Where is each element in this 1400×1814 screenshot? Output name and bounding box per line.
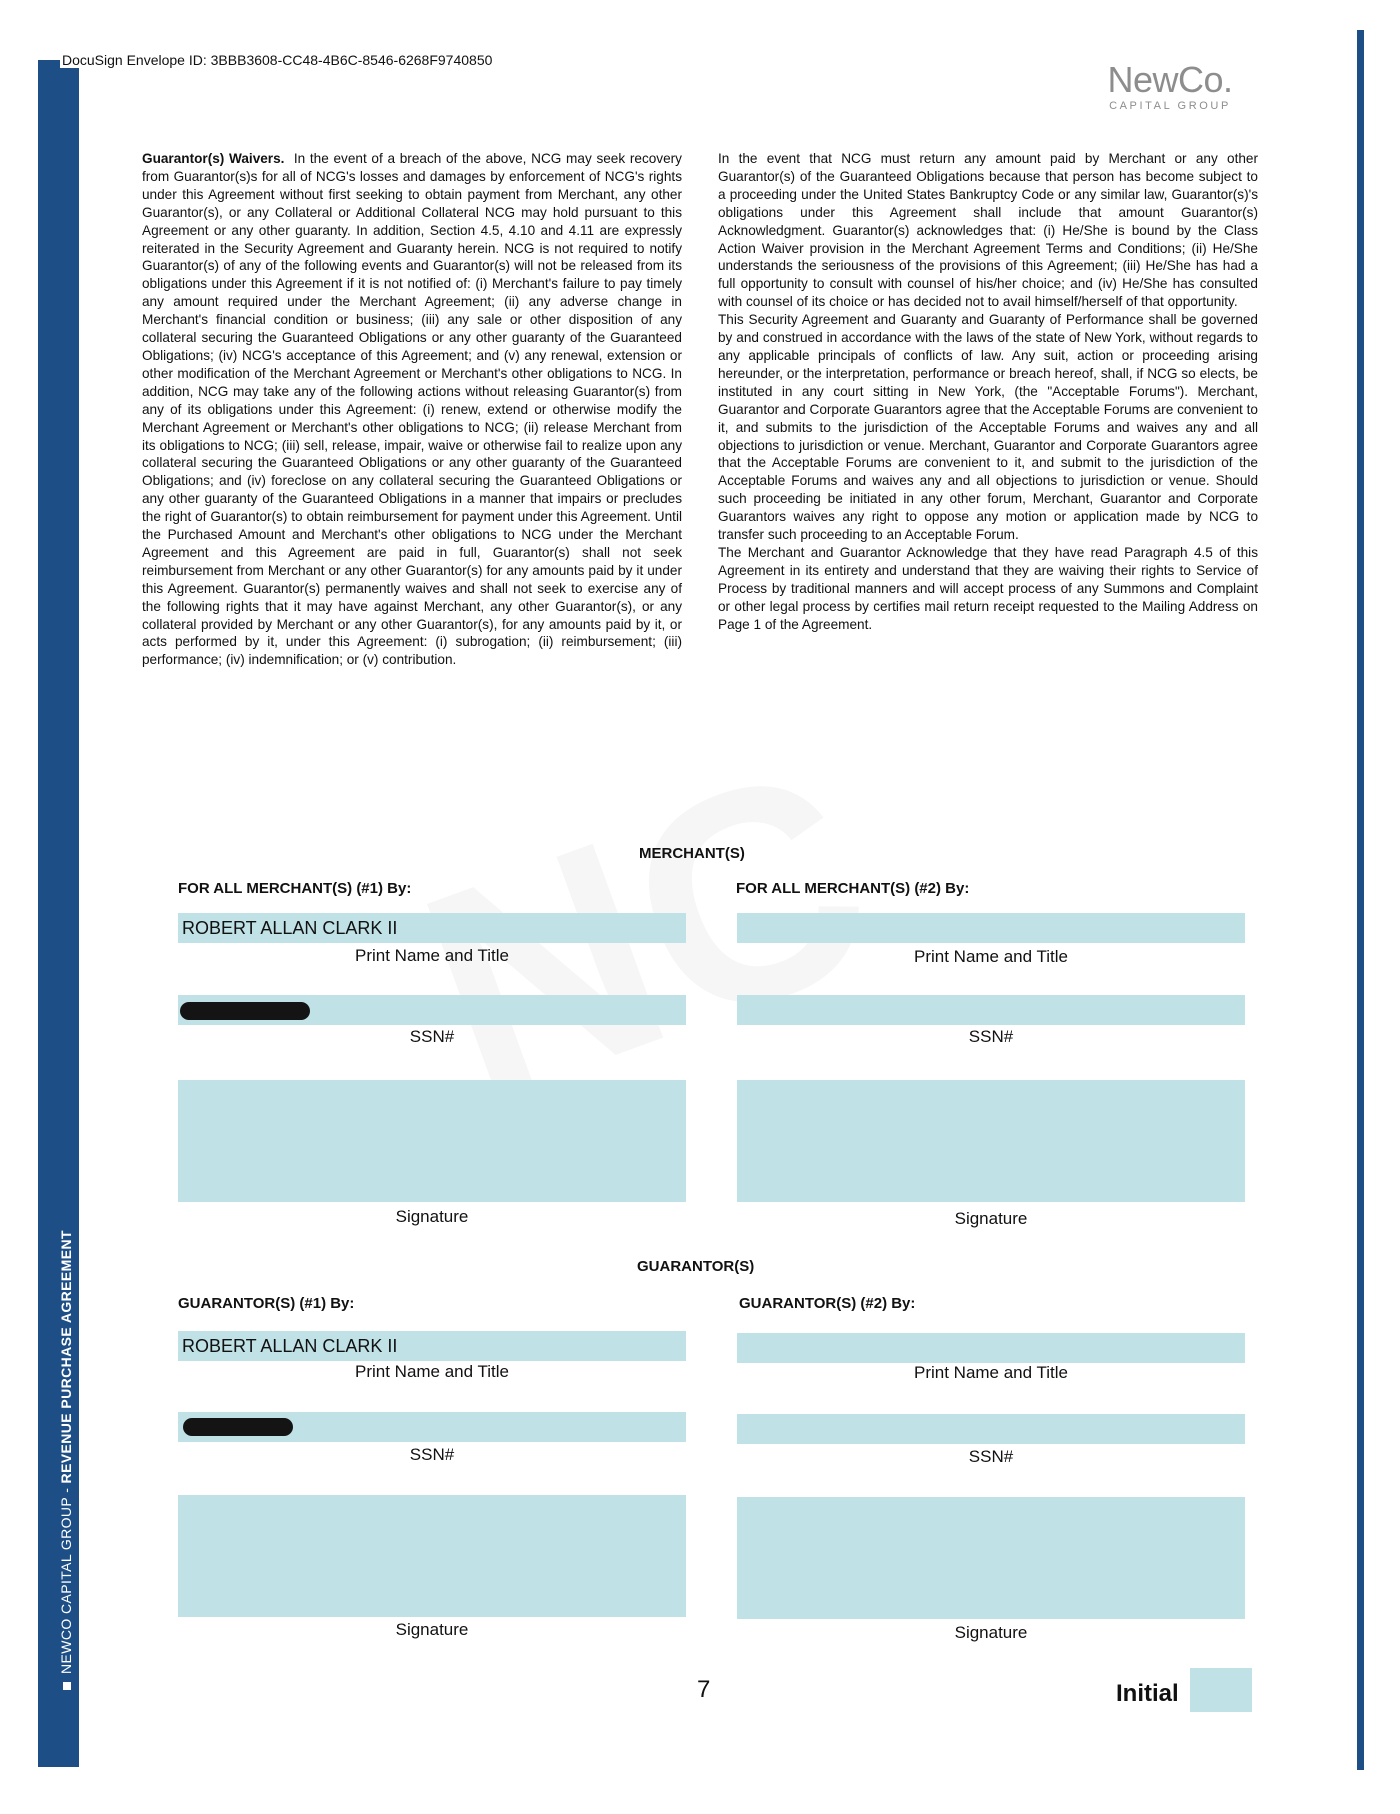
waiver-text: In the event of a breach of the above, NCG may seek recovery from Guarantor(s)s for all of NCG's losses and damages by enforcement of NCG's rights under this Agreement without first seeking to obtain payment from Merchant, any other Guarantor(s), or any Collateral or Additional Collateral NCG may hold pursuant to this Agreement or any other guaranty. In addition, Section 4.5, 4.10 and 4.11 are expressly reiterated in the Security Agreement and Guaranty herein. NCG is not required to notify Guarantor(s) of any of the following events and Guarantor(s) will not be released from its obligations under this Agreement if it is not notified of: (i) Merchant's failure to pay timely any amount required under the Merchant Agreement; (ii) any adverse change in Merchant's financial condition or business; (iii) any sale or other disposition of any collateral securing the Guaranteed Obligations or any other guaranty of the Guaranteed Obligations; (iv) NCG's acceptance of this Agreement; and (v) any renewal, extension or other modification of the Merchant Agreement or Merchant's other obligations to NCG. In addition, NCG may take any of the following actions without releasing Guarantor(s) from any of its obligations under this Agreement: (i) renew, extend or otherwise modify the Merchant Agreement or Merchant's other obligations to NCG; (ii) release Merchant from its obligations to NCG; (iii) sell, release, impair, waive or otherwise fail to realize upon any collateral securing the Guaranteed Obligations or any other guaranty of the Guaranteed Obligations; and (iv) foreclose on any collateral securing the Guaranteed Obligations or any other guaranty of the Guaranteed Obligations in a manner that impairs or precludes the right of Guarantor(s) to obtain reimbursement for payment under this Agreement. Until the Purchased Amount and Merchant's other obligations to NCG under the Merchant Agreement and this Agreement are paid in full, Guarantor(s) shall not seek reimbursement from Merchant or any other Guarantor(s) for any amounts paid by it under this Agreement. Guarantor(s) permanently waives and shall not seek to exercise any of the following rights that it may have against Merchant, any other Guarantor(s), or any collateral provided by Merchant or any other Guarantor(s), for any amounts paid by it, or acts performed by it, under this Agreement: (i) subrogation; (ii) reimbursement; (iii) performance; (iv) indemnification; or (v) contribution. (142, 151, 682, 668)
logo-sub: CAPITAL GROUP (1109, 100, 1231, 112)
company-logo (1085, 60, 1255, 112)
merchant-1-signature-caption: Signature (395, 1207, 469, 1226)
merchant-1-label: FOR ALL MERCHANT(S) (#1) By: (178, 880, 412, 897)
guarantor-2-name-caption: Print Name and Title (913, 1363, 1068, 1382)
governing-law-paragraph: This Security Agreement and Guaranty and Guaranty of Performance shall be governed by and construed in accordance with the laws of the state of New York, without regards to any applicable principals of conflicts of law. Any suit, action or proceeding arising hereunder, or the interpretation, performance or breach hereof, shall, if NCG so elects, be instituted in any court sitting in New York, (the "Acceptable Forums"). Merchant, Guarantor and Corporate Guarantors agree that the Acceptable Forums are convenient to it, and submits to the jurisdiction of the Acceptable Forums and waives any and all objections to jurisdiction or venue. Merchant, Guarantor and Corporate Guarantors agree that the Acceptable Forums are convenient to it, and submit to the jurisdiction of the Acceptable Forums and waives any and all objections to jurisdiction or venue. Should such proceeding be initiated in any other forum, Merchant, Guarantor and Corporate Guarantors waives any right to oppose any motion or application made by NCG to transfer such proceeding to an Acceptable Forum. (718, 312, 1258, 543)
merchants-title: MERCHANT(S) (639, 845, 745, 862)
service-paragraph: The Merchant and Guarantor Acknowledge that they have read Paragraph 4.5 of this Agreement in its entirety and understand that they are waiving their rights to Service of Process by traditional manners and will accept process of any Summons and Complaint or other legal process by certifies mail return receipt requested to the Mailing Address on Page 1 of the Agreement. (718, 544, 1258, 632)
side-label: NEWCO CAPITAL GROUP - REVENUE PURCHASE AGREEMENT (58, 1130, 78, 1690)
merchant-1-name-field[interactable]: ROBERT ALLAN CLARK II (178, 913, 686, 943)
right-text-column (718, 150, 1258, 633)
merchant-2-name-field[interactable] (737, 913, 1245, 943)
waiver-paragraph (142, 150, 682, 669)
initial-label: Initial (1116, 1680, 1179, 1707)
page-number: 7 (697, 1676, 711, 1703)
guarantor-1-signature-caption: Signature (395, 1620, 469, 1639)
envelope-id: DocuSign Envelope ID: 3BBB3608-CC48-4B6C-8546-6268F9740850 (62, 52, 493, 68)
guarantor-2-ssn-caption: SSN# (968, 1447, 1014, 1466)
merchant-2-ssn-caption: SSN# (968, 1027, 1014, 1046)
guarantor-2-signature-box[interactable] (737, 1497, 1245, 1619)
merchant-1-ssn-caption: SSN# (409, 1027, 455, 1046)
merchant-2-ssn-field[interactable] (737, 995, 1245, 1025)
waiver-heading: Guarantor(s) Waivers. (142, 151, 285, 166)
merchant-2-label: FOR ALL MERCHANT(S) (#2) By: (736, 880, 970, 897)
guarantor-1-signature-box[interactable] (178, 1495, 686, 1617)
guarantor-1-ssn-caption: SSN# (409, 1445, 455, 1464)
merchant-2-name-caption: Print Name and Title (913, 947, 1068, 966)
guarantor-2-label: GUARANTOR(S) (#2) By: (739, 1295, 916, 1312)
redaction-mark (180, 1002, 310, 1020)
logo-main: NewCo. (1107, 59, 1233, 100)
redaction-mark (183, 1418, 293, 1436)
guarantor-1-name-caption: Print Name and Title (354, 1362, 509, 1381)
initial-box[interactable] (1190, 1668, 1252, 1712)
guarantor-1-label: GUARANTOR(S) (#1) By: (178, 1295, 355, 1312)
merchant-1-name-caption: Print Name and Title (354, 946, 509, 965)
square-icon (63, 1682, 71, 1690)
guarantors-title: GUARANTOR(S) (637, 1258, 755, 1275)
right-band (1357, 30, 1364, 1770)
left-text-column (142, 150, 682, 669)
merchant-2-signature-caption: Signature (954, 1209, 1028, 1228)
merchant-2-signature-box[interactable] (737, 1080, 1245, 1202)
bankruptcy-paragraph: In the event that NCG must return any amount paid by Merchant or any other Guarantor(s) of the Guaranteed Obligations because that person has become subject to a proceeding under the United States Bankruptcy Code or any similar law, Guarantor(s)'s obligations under this Agreement shall include that amount Guarantor(s) Acknowledgment. Guarantor(s) acknowledges that: (i) He/She is bound by the Class Action Waiver provision in the Merchant Agreement Terms and Conditions; (ii) He/She understands the seriousness of the provisions of this Agreement; (iii) He/She has had a full opportunity to consult with counsel of his/her choice; and (iv) He/She has consulted with counsel of its choice or has decided not to avail himself/herself of that opportunity. (718, 151, 1258, 310)
guarantor-1-name-field[interactable]: ROBERT ALLAN CLARK II (178, 1331, 686, 1361)
merchant-1-signature-box[interactable] (178, 1080, 686, 1202)
guarantor-2-ssn-field[interactable] (737, 1414, 1245, 1444)
guarantor-2-signature-caption: Signature (954, 1623, 1028, 1642)
guarantor-2-name-field[interactable] (737, 1333, 1245, 1363)
